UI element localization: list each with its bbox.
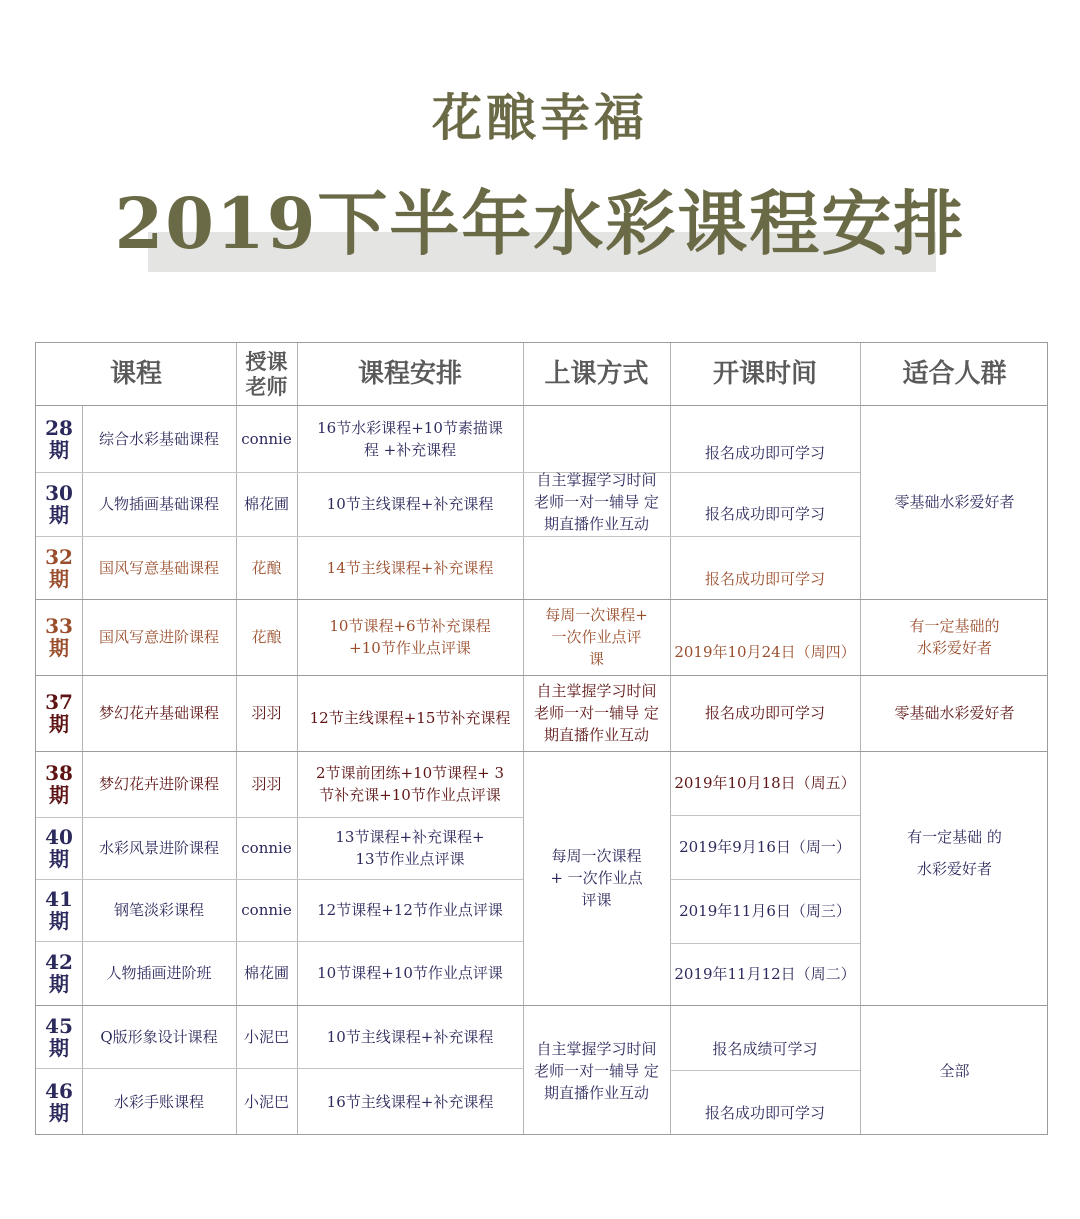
course-name: 综合水彩基础课程 [98,429,219,448]
period-label: 30期 [45,481,73,527]
course-name: 水彩手账课程 [113,1093,204,1111]
target-audience: 全部 [939,1061,970,1080]
course-schedule: 12节课程+12节作业点评课 [317,901,503,919]
teacher-name: connie [241,901,292,919]
course-schedule: 10节主线课程+补充课程 [326,1027,494,1046]
course-schedule: 13节课程+补充课程+ 13节作业点评课 [335,828,485,868]
brand-title: 花酿幸福 [432,88,648,147]
start-time: 2019年10月18日（周五） [674,774,856,792]
period-label: 46期 [45,1079,73,1125]
course-schedule: 10节课程+6节补充课程 +10节作业点评课 [329,617,491,657]
page-title: 2019下半年水彩课程安排 [114,182,966,265]
course-schedule: 16节水彩课程+10节素描课程 +补充课程 [317,418,503,459]
start-time: 2019年9月16日（周一） [679,838,851,856]
teacher-name: 棉花圃 [243,964,289,982]
course-schedule: 14节主线课程+补充课程 [326,558,494,577]
teacher-name: 羽羽 [251,775,282,793]
class-method: 每周一次课程 + 一次作业点评课 [550,847,643,909]
header-start: 开课时间 [712,359,817,389]
header-teacher: 授课老师 [245,349,288,399]
course-schedule: 16节主线课程+补充课程 [326,1093,494,1111]
teacher-name: 棉花圃 [243,495,289,513]
period-label: 40期 [45,825,73,871]
period-label: 37期 [45,690,73,736]
teacher-name: 羽羽 [251,704,282,722]
header-schedule: 课程安排 [357,359,462,389]
teacher-name: 小泥巴 [243,1093,289,1111]
teacher-name: connie [241,839,292,857]
class-method: 自主掌握学习时间 老师一对一辅导 定期直播作业互动 [534,471,659,533]
class-method: 每周一次课程+ 一次作业点评课 [545,606,648,668]
course-schedule: 10节课程+10节作业点评课 [317,964,503,982]
target-audience: 零基础水彩爱好者 [894,493,1015,511]
course-name: 人物插画基础课程 [98,495,219,513]
start-time: 2019年10月24日（周四） [674,643,856,661]
start-time: 报名成功即可学习 [704,569,825,588]
course-name: 梦幻花卉基础课程 [98,704,219,722]
course-name: 人物插画进阶班 [106,964,212,982]
class-method: 自主掌握学习时间 老师一对一辅导 定期直播作业互动 [534,682,659,744]
course-name: 国风写意进阶课程 [98,628,219,646]
target-audience: 有一定基础 的水彩爱好者 [907,828,1002,878]
teacher-name: 花酿 [251,628,282,646]
course-schedule: 2节课前团练+10节课程+ 3节补充课+10节作业点评课 [315,764,505,804]
header-method: 上课方式 [544,359,649,389]
start-time: 报名成功即可学习 [704,505,825,523]
start-time: 2019年11月12日（周二） [674,965,856,983]
teacher-name: 小泥巴 [243,1027,289,1046]
course-schedule: 10节主线课程+补充课程 [326,495,494,513]
period-label: 33期 [45,614,73,660]
target-audience: 有一定基础的 水彩爱好者 [909,617,1000,657]
period-label: 38期 [45,761,73,807]
period-label: 45期 [45,1013,73,1060]
course-name: 钢笔淡彩课程 [113,901,204,919]
teacher-name: connie [241,429,292,448]
course-name: 梦幻花卉进阶课程 [98,775,219,793]
start-time: 报名成功即可学习 [704,704,825,722]
schedule-table [35,342,1048,1135]
course-name: Q版形象设计课程 [100,1027,218,1046]
course-name: 国风写意基础课程 [98,558,219,577]
course-name: 水彩风景进阶课程 [98,839,219,857]
period-label: 32期 [45,544,73,591]
period-label: 28期 [45,415,73,462]
teacher-name: 花酿 [251,558,282,577]
period-label: 41期 [45,887,73,933]
start-time: 报名成功即可学习 [704,1104,825,1122]
course-schedule: 12节主线课程+15节补充课程 [309,709,511,727]
period-label: 42期 [45,950,73,996]
start-time: 报名成功即可学习 [704,443,825,462]
class-method: 自主掌握学习时间 老师一对一辅导 定期直播作业互动 [534,1039,659,1102]
target-audience: 零基础水彩爱好者 [894,704,1015,722]
header-course: 课程 [109,359,162,389]
start-time: 2019年11月6日（周三） [679,902,851,920]
start-time: 报名成绩可学习 [712,1039,818,1058]
header-audience: 适合人群 [902,359,1007,389]
